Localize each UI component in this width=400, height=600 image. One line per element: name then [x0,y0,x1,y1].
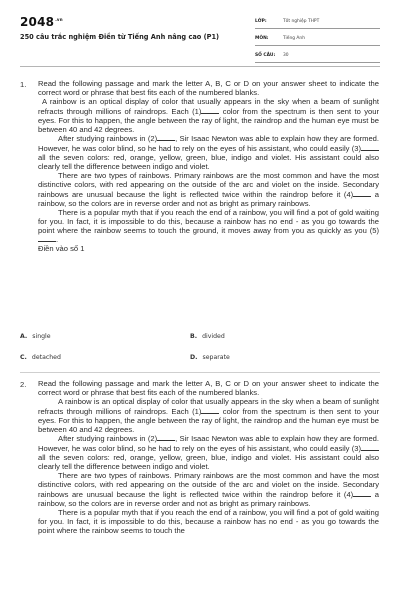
meta-label: SỐ CÂU: [255,53,276,58]
question-body [38,80,379,254]
passage-text: a rainbow, so the colors are in reverse order and not as bright as primary rainbows. [38,489,379,508]
question-number: 1. [20,80,27,89]
passage-text: There are two types of rainbows. Primary rainbows are the most common and have the most distinctive colors, with red appearing on the outside of the arc and violet on the inside. Secondary rainbows are unusual because the light is reflected twice within the raindrop before it (4) [38,171,379,199]
meta-value: 30 [283,53,289,58]
passage-paragraph [38,472,379,509]
passage-text: color from the spectrum is then sent to your eyes. For this to happen, the angle between the ray of light, the raindrop and the human eye must be between 40 and 42 degrees. [38,106,379,134]
passage-paragraph [38,509,379,536]
page-header [0,0,400,72]
option-b[interactable] [190,333,225,340]
passage-text: After studying rainbows in (2) [58,134,158,144]
blank-line [157,434,175,441]
meta-row-subject [255,31,380,46]
passage-text: . [56,235,59,245]
blank-line [361,144,379,151]
meta-value: Tiếng Anh [283,36,306,41]
document-title: 250 câu trắc nghiệm Điền từ Tiếng Anh nâng cao (P1) [20,33,220,41]
option-text: separate [202,354,230,361]
passage-text: all the seven colors: red, orange, yellow, green, blue, indigo and violet. His assistant could also clearly tell the difference between indigo and violet. [38,453,379,472]
option-a[interactable] [20,333,51,340]
blank-line [38,235,59,245]
blank-line [361,444,379,451]
passage-text: color from the spectrum is then sent to your eyes. For this to happen, the angle between the ray of light, the raindrop and the human eye must be between 40 and 42 degrees. [38,406,379,434]
option-text: divided [202,333,225,340]
passage-text: all the seven colors: red, orange, yellow, green, blue, indigo and violet. His assistant could also clearly tell the difference between indigo and violet. [38,153,379,172]
meta-row-count [255,48,380,63]
passage-paragraph [38,172,379,209]
option-text: single [32,333,51,340]
passage-paragraph [38,134,379,172]
question-instruction: Read the following passage and mark the letter A, B, C or D on your answer sheet to indicate the correct word or phrase that best fits each of the numbered blanks. [38,379,379,397]
answer-options [20,333,360,373]
question-body [38,380,379,535]
blank-line [201,407,219,414]
question-subprompt: Điền vào số 1 [38,244,85,254]
option-letter: D. [190,354,198,361]
passage-paragraph [38,209,379,246]
meta-label: MÔN: [255,36,269,41]
meta-value: Tốt nghiệp THPT [283,19,320,24]
blank-line [201,107,219,114]
passage-text: After studying rainbows in (2) [58,434,158,444]
passage-text: a rainbow, so the colors are in reverse order and not as bright as primary rainbows. [38,189,379,208]
document-meta [255,14,380,63]
question-2 [20,380,380,600]
passage-text: , Sir Isaac Newton was able to explain how they are formed. However, he was color blind, so he had to rely on the eyes of his assistant, who could easily (3) [38,134,380,154]
passage-text: A rainbow is an optical display of color that usually appears in the sky when a beam of sunlight refracts through millions of raindrops. Each (1) [38,396,379,416]
meta-label: LỚP: [255,19,267,24]
passage-text: There is a popular myth that if you reach the end of a rainbow, you will find a pot of gold waiting for you. In fact, it is impossible to do this, because a rainbow has no end - as you go towards the point where the rainbow seems to touch the ground, it moves away from you as quickly as you (5) [38,207,379,235]
passage-text: , Sir Isaac Newton was able to explain how they are formed. However, he was color blind, so he had to rely on the eyes of his assistant, who could easily (3) [38,434,380,454]
blank-line [353,490,371,497]
site-logo[interactable] [20,15,63,29]
question-number: 2. [20,380,27,389]
option-letter: B. [190,333,198,340]
option-text: detached [31,354,61,361]
option-c[interactable] [20,354,61,361]
question-divider [20,372,380,373]
blank-line [157,134,175,141]
meta-row-class [255,14,380,29]
passage-text: A rainbow is an optical display of color that usually appears in the sky when a beam of sunlight refracts through millions of raindrops. Each (1) [38,96,379,116]
option-letter: C. [20,354,27,361]
passage-paragraph [38,398,379,435]
blank-line [353,190,371,197]
question-1 [20,80,380,330]
brand-suffix: .vn [55,17,63,22]
passage-paragraph [38,98,379,135]
header-divider [20,66,380,67]
question-instruction: Read the following passage and mark the letter A, B, C or D on your answer sheet to indicate the correct word or phrase that best fits each of the numbered blanks. [38,79,379,97]
option-letter: A. [20,333,28,340]
passage-text: There are two types of rainbows. Primary rainbows are the most common and have the most distinctive colors, with red appearing on the outside of the arc and violet on the inside. Secondary rainbows are unusual because the light is reflected twice within the raindrop before it (4) [38,471,379,499]
brand-name: 2048 [20,15,55,29]
passage-paragraph [38,434,379,472]
passage-text: There is a popular myth that if you reach the end of a rainbow, you will find a pot of gold waiting for you. In fact, it is impossible to do this, because a rainbow has no end - as you go towards the point where the rainbow seems to touch the [38,507,379,535]
option-d[interactable] [190,354,230,361]
